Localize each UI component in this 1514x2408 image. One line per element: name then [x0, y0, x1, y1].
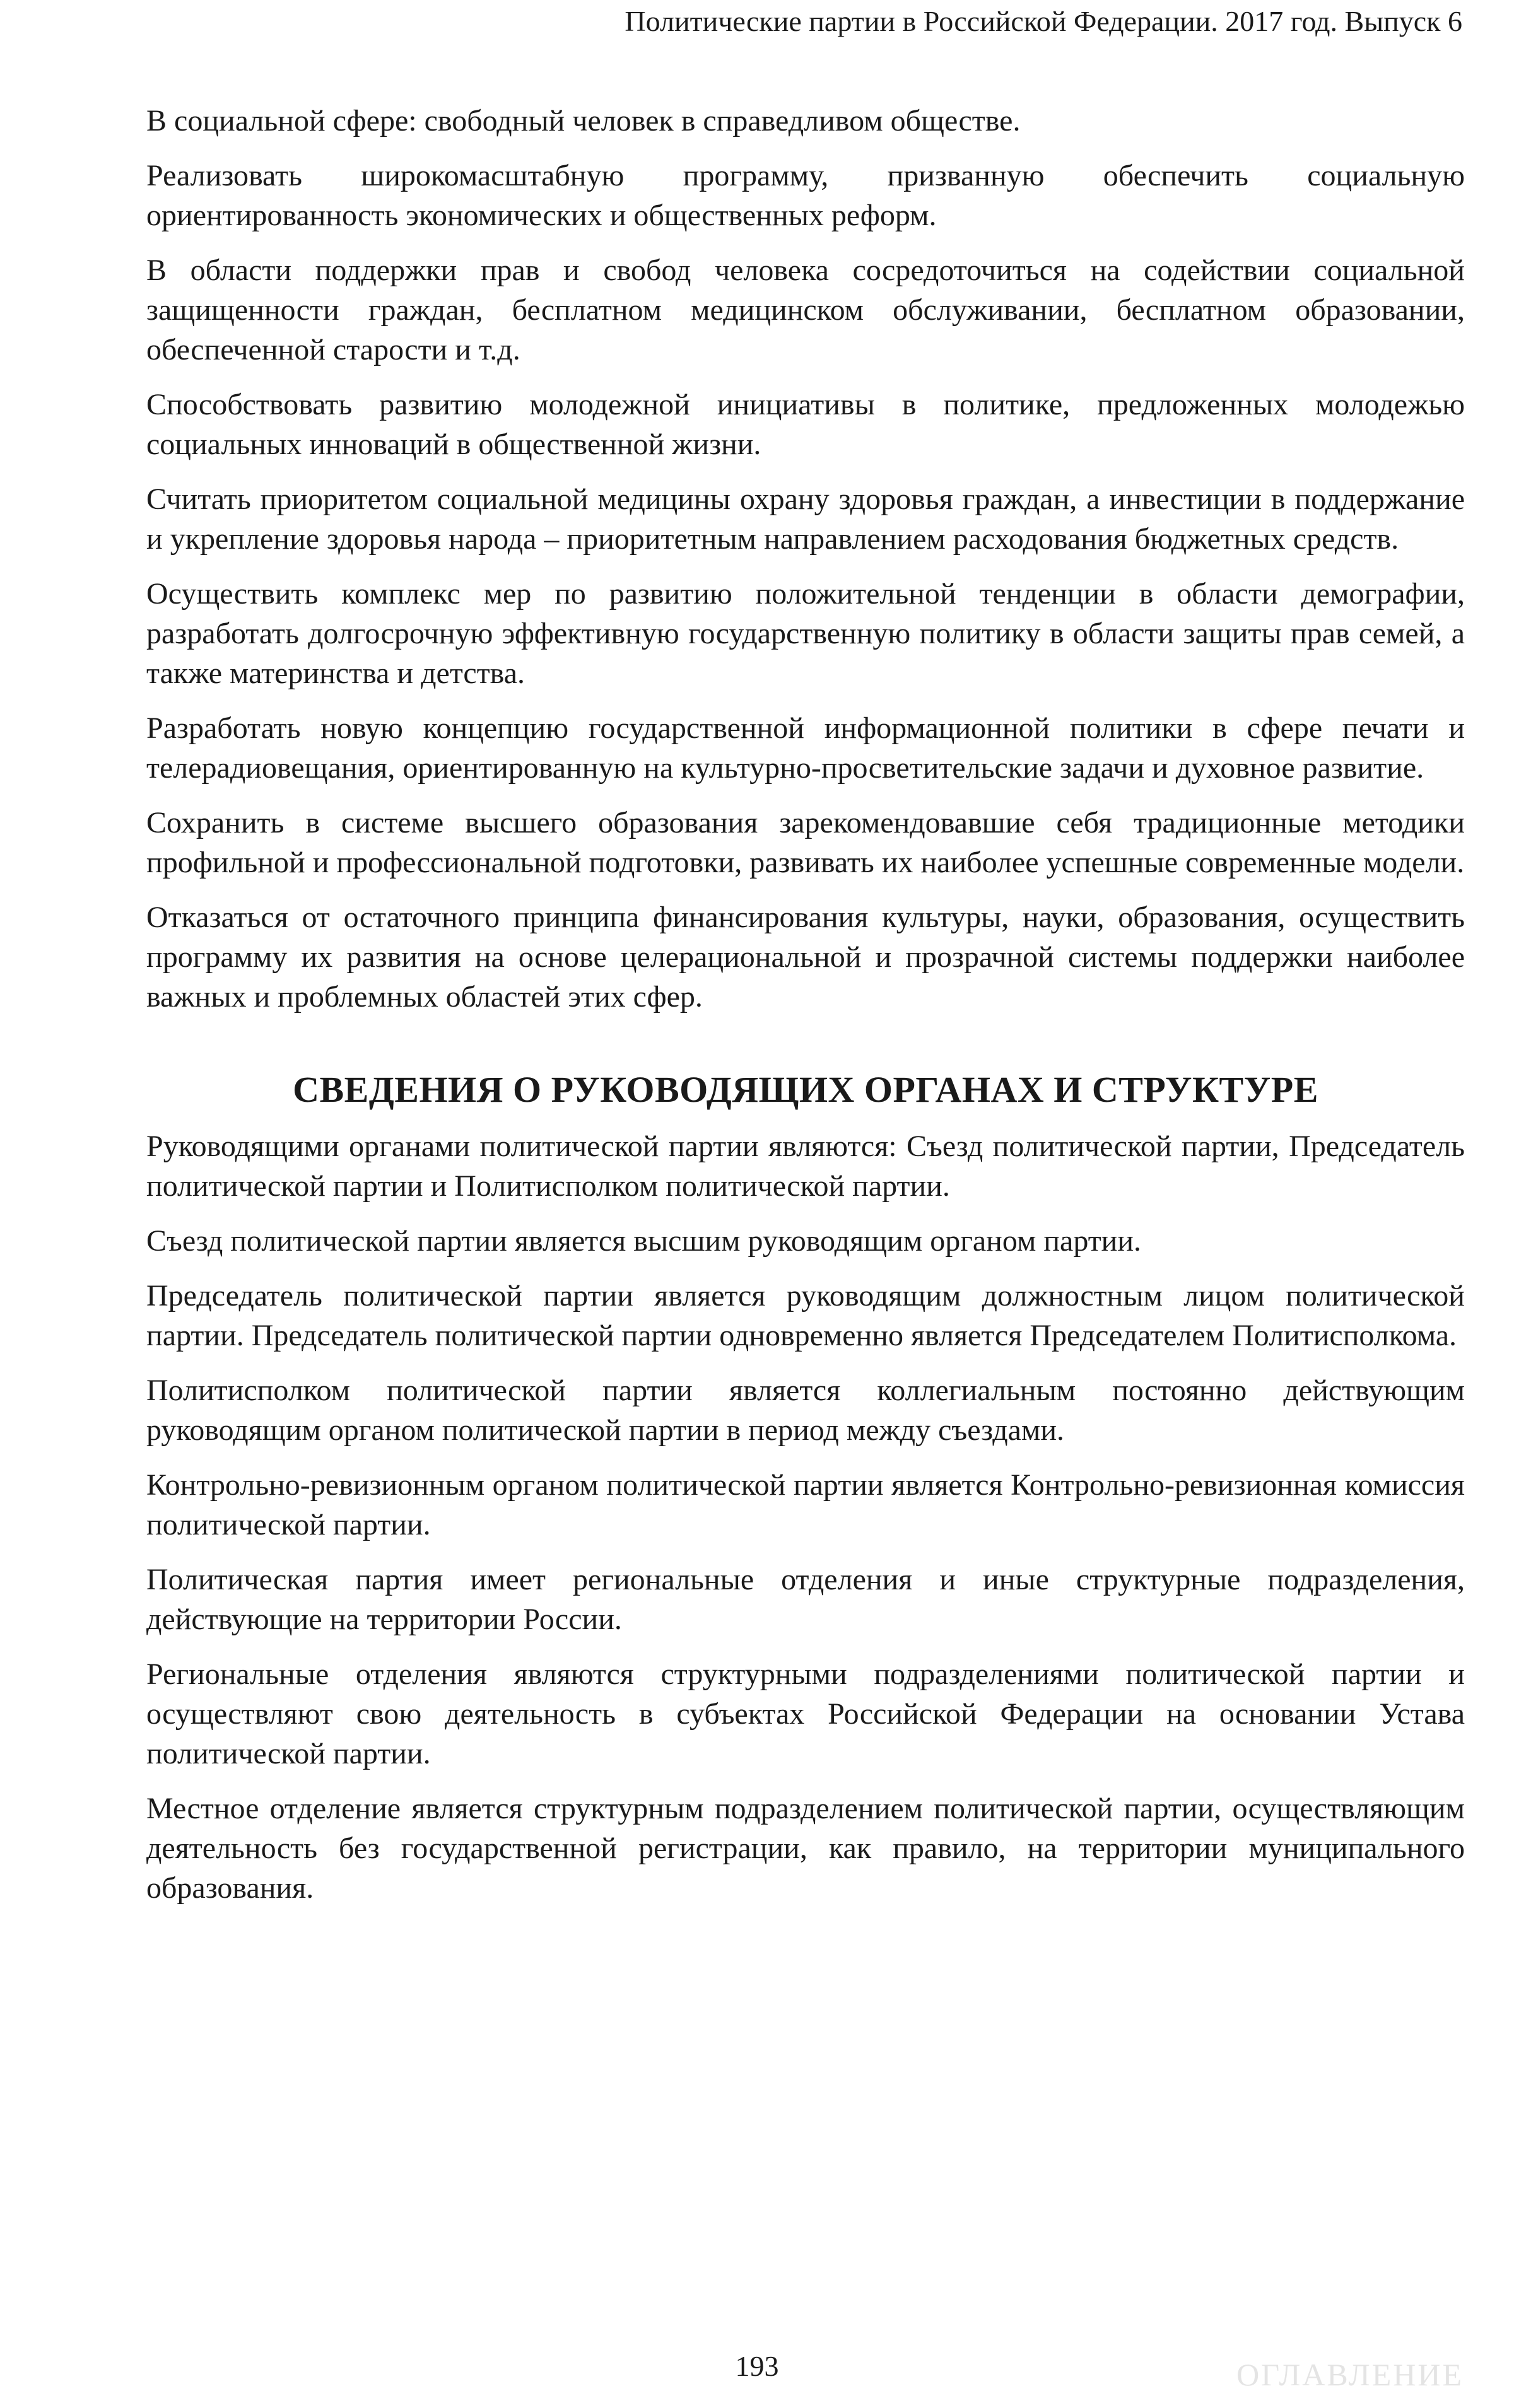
program-paragraph: Разработать новую концепцию государственной информационной политики в сфере печати и телерадиовещания, ориентированную на культурно-просветительские задачи и духовное развитие. [146, 711, 1465, 785]
program-paragraph: Способствовать развитию молодежной инициативы в политике, предложенных молодежью социальных инноваций в общественной жизни. [146, 388, 1465, 461]
structure-paragraph: Политисполком политической партии является коллегиальным постоянно действующим руководящим органом политической партии в период между съездами. [146, 1374, 1465, 1447]
program-paragraph: В области поддержки прав и свобод человека сосредоточиться на содействии социальной защищенности граждан, бесплатном медицинском обслуживании, бесплатном образовании, обеспеченной старости и т.д. [146, 254, 1465, 366]
page-number: 193 [735, 2350, 779, 2382]
program-paragraph: Осуществить комплекс мер по развитию положительной тенденции в области демографии, разработать долгосрочную эффективную государственную политику в области защиты прав семей, а также материнства и детства. [146, 577, 1465, 690]
structure-paragraph: Контрольно-ревизионным органом политической партии является Контрольно-ревизионная комиссия политической партии. [146, 1468, 1465, 1541]
structure-paragraph: Региональные отделения являются структурными подразделениями политической партии и осуществляют свою деятельность в субъектах Российской Федерации на основании Устава политической партии. [146, 1657, 1465, 1770]
program-paragraph: Реализовать широкомасштабную программу, призванную обеспечить социальную ориентированность экономических и общественных реформ. [146, 159, 1465, 232]
table-of-contents-link[interactable]: ОГЛАВЛЕНИЕ [1236, 2357, 1464, 2392]
program-paragraph: Сохранить в системе высшего образования зарекомендовавшие себя традиционные методики профильной и профессиональной подготовки, развивать их наиболее успешные современные модели. [146, 806, 1465, 879]
structure-paragraph: Руководящими органами политической партии являются: Съезд политической партии, Председатель политической партии и Политисполком политической партии. [146, 1130, 1465, 1203]
program-paragraph: Отказаться от остаточного принципа финансирования культуры, науки, образования, осуществить программу их развития на основе целерациональной и прозрачной системы поддержки наиболее важных и проблемных областей этих сфер. [146, 901, 1465, 1014]
program-paragraph: Считать приоритетом социальной медицины охрану здоровья граждан, а инвестиции в поддержание и укрепление здоровья народа – приоритетным направлением расходования бюджетных средств. [146, 482, 1465, 556]
section-heading: СВЕДЕНИЯ О РУКОВОДЯЩИХ ОРГАНАХ И СТРУКТУРЕ [293, 1069, 1318, 1110]
running-header: Политические партии в Российской Федерации. 2017 год. Выпуск 6 [625, 5, 1462, 37]
program-paragraph: В социальной сфере: свободный человек в справедливом обществе. [146, 104, 1021, 137]
structure-paragraph: Местное отделение является структурным подразделением политической партии, осуществляющим деятельность без государственной регистрации, как правило, на территории муниципального образования. [146, 1792, 1465, 1905]
structure-paragraph: Политическая партия имеет региональные отделения и иные структурные подразделения, действующие на территории России. [146, 1563, 1465, 1636]
page-body [146, 101, 1465, 1908]
structure-paragraph: Председатель политической партии является руководящим должностным лицом политической партии. Председатель политической партии одновременно является Председателем Политисполкома. [146, 1279, 1465, 1352]
structure-paragraph: Съезд политической партии является высшим руководящим органом партии. [146, 1224, 1142, 1258]
